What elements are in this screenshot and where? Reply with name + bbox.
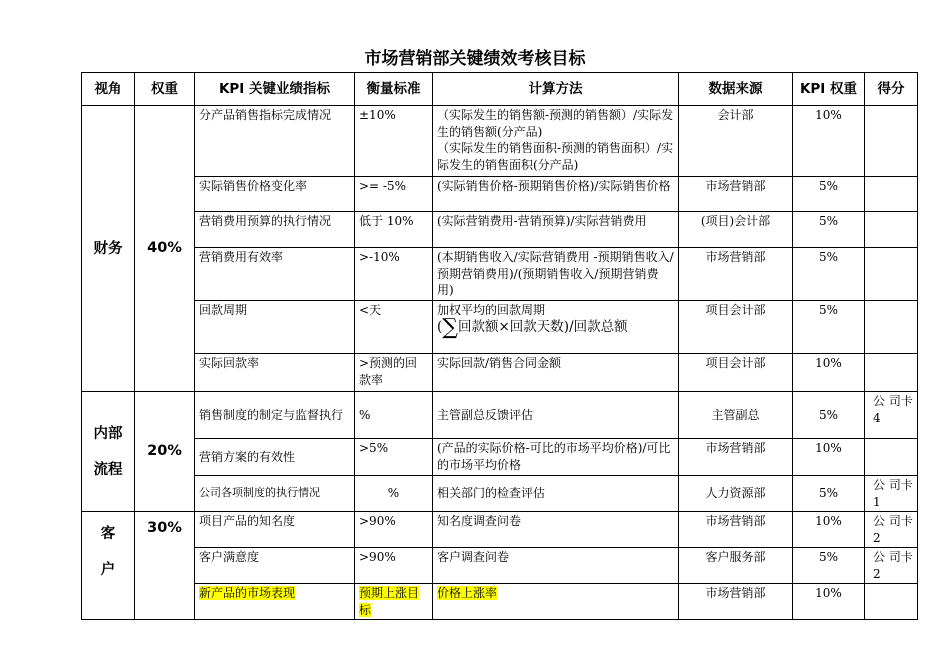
kpi-table [81, 72, 918, 620]
kpi-name: 新产品的市场表现 [195, 584, 355, 620]
kpi-weight: 5% [793, 248, 865, 301]
kpi-score [865, 106, 918, 177]
header-perspective: 视角 [82, 73, 135, 106]
header-score: 得分 [865, 73, 918, 106]
kpi-standard: >5% [355, 439, 433, 476]
kpi-score [865, 439, 918, 476]
kpi-name: 公司各项制度的执行情况 [195, 476, 355, 512]
kpi-weight: 10% [793, 354, 865, 392]
kpi-method: 客户调查问卷 [433, 548, 679, 584]
kpi-source: 项目会计部 [679, 354, 793, 392]
kpi-score: 公 司卡 1 [865, 476, 918, 512]
kpi-source: (项目)会计部 [679, 212, 793, 248]
table-row [82, 354, 918, 392]
kpi-name: 项目产品的知名度 [195, 512, 355, 548]
kpi-method: (本期销售收入/实际营销费用 -预期销售收入/预期营销费用)/(预期销售收入/预期营销费用) [433, 248, 679, 301]
table-row [82, 548, 918, 584]
kpi-name: 实际回款率 [195, 354, 355, 392]
kpi-source: 市场营销部 [679, 439, 793, 476]
kpi-method: 价格上涨率 [433, 584, 679, 620]
category-finance: 财务 [82, 106, 135, 392]
kpi-score [865, 354, 918, 392]
table-row [82, 248, 918, 301]
table-row [82, 106, 918, 177]
kpi-name: 客户满意度 [195, 548, 355, 584]
table-row [82, 439, 918, 476]
kpi-name: 营销方案的有效性 [195, 439, 355, 476]
kpi-method: (产品的实际价格-可比的市场平均价格)/可比的市场平均价格 [433, 439, 679, 476]
kpi-source: 人力资源部 [679, 476, 793, 512]
kpi-method [433, 301, 679, 354]
header-weight: 权重 [135, 73, 195, 106]
kpi-score [865, 301, 918, 354]
category-weight-finance: 40% [135, 106, 195, 392]
kpi-standard: >90% [355, 512, 433, 548]
kpi-name: 分产品销售指标完成情况 [195, 106, 355, 177]
kpi-score: 公 司卡 4 [865, 392, 918, 439]
header-kpi: KPI 关键业绩指标 [195, 73, 355, 106]
kpi-name: 营销费用有效率 [195, 248, 355, 301]
kpi-method: 知名度调查问卷 [433, 512, 679, 548]
table-header-row [82, 73, 918, 106]
kpi-standard: >= -5% [355, 177, 433, 212]
header-kpi-weight: KPI 权重 [793, 73, 865, 106]
kpi-source: 市场营销部 [679, 512, 793, 548]
kpi-standard: % [355, 476, 433, 512]
header-source: 数据来源 [679, 73, 793, 106]
kpi-source: 客户服务部 [679, 548, 793, 584]
kpi-source: 主管副总 [679, 392, 793, 439]
kpi-method: 主管副总反馈评估 [433, 392, 679, 439]
table-row [82, 212, 918, 248]
kpi-score: 公 司卡 2 [865, 548, 918, 584]
kpi-weight: 10% [793, 439, 865, 476]
kpi-name: 回款周期 [195, 301, 355, 354]
kpi-source: 会计部 [679, 106, 793, 177]
category-internal-process: 内部 流程 [82, 392, 135, 512]
header-method: 计算方法 [433, 73, 679, 106]
kpi-standard: 预期上涨目标 [355, 584, 433, 620]
kpi-weight: 5% [793, 548, 865, 584]
kpi-name: 销售制度的制定与监督执行 [195, 392, 355, 439]
kpi-weight: 10% [793, 584, 865, 620]
kpi-weight: 5% [793, 476, 865, 512]
table-row [82, 476, 918, 512]
method-formula: (∑回款额×回款天数)/回款总额 [437, 314, 628, 340]
method-text: 加权平均的回款周期 [437, 303, 546, 317]
kpi-score [865, 248, 918, 301]
kpi-weight: 5% [793, 177, 865, 212]
table-row [82, 512, 918, 548]
kpi-weight: 10% [793, 512, 865, 548]
kpi-score [865, 177, 918, 212]
kpi-name: 实际销售价格变化率 [195, 177, 355, 212]
kpi-score [865, 212, 918, 248]
kpi-source: 市场营销部 [679, 177, 793, 212]
table-row [82, 392, 918, 439]
kpi-standard: <天 [355, 301, 433, 354]
kpi-source: 项目会计部 [679, 301, 793, 354]
kpi-method: （实际发生的销售额-预测的销售额）/实际发生的销售额(分产品) （实际发生的销售面积-预测的销售面积）/实际发生的销售面积(分产品) [433, 106, 679, 177]
table-row [82, 584, 918, 620]
table-row [82, 301, 918, 354]
kpi-method: 实际回款/销售合同金额 [433, 354, 679, 392]
category-weight-customer: 30% [135, 512, 195, 620]
kpi-score: 公 司卡 2 [865, 512, 918, 548]
kpi-standard: >-10% [355, 248, 433, 301]
kpi-score [865, 584, 918, 620]
kpi-weight: 5% [793, 212, 865, 248]
category-weight-internal-process: 20% [135, 392, 195, 512]
sigma-symbol: ∑ [442, 314, 458, 340]
kpi-weight: 10% [793, 106, 865, 177]
category-customer: 客 户 [82, 512, 135, 620]
kpi-weight: 5% [793, 392, 865, 439]
kpi-name: 营销费用预算的执行情况 [195, 212, 355, 248]
kpi-standard: 低于 10% [355, 212, 433, 248]
kpi-method: (实际销售价格-预期销售价格)/实际销售价格 [433, 177, 679, 212]
kpi-source: 市场营销部 [679, 248, 793, 301]
kpi-standard: ±10% [355, 106, 433, 177]
table-row [82, 177, 918, 212]
kpi-method: (实际营销费用-营销预算)/实际营销费用 [433, 212, 679, 248]
document-title: 市场营销部关键绩效考核目标 [364, 49, 586, 69]
header-standard: 衡量标准 [355, 73, 433, 106]
kpi-weight: 5% [793, 301, 865, 354]
kpi-method: 相关部门的检查评估 [433, 476, 679, 512]
kpi-source: 市场营销部 [679, 584, 793, 620]
kpi-standard: % [355, 392, 433, 439]
kpi-standard: >90% [355, 548, 433, 584]
kpi-standard: >预测的回款率 [355, 354, 433, 392]
